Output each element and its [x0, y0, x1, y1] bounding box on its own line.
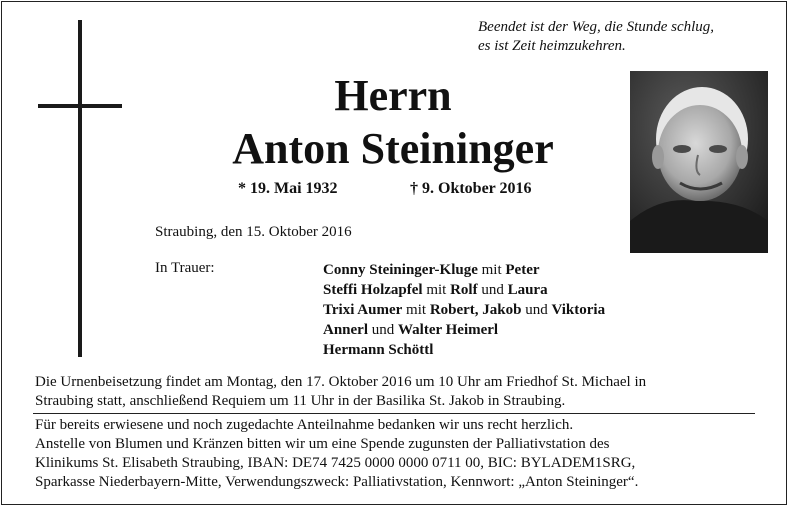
mourner-connector: mit	[477, 262, 506, 278]
mourner-line	[323, 320, 605, 340]
mourner-line	[323, 280, 605, 300]
mourner-name: Annerl	[323, 322, 368, 338]
mourner-name: Hermann Schöttl	[323, 342, 434, 358]
mourner-connector: und	[368, 322, 398, 338]
mourner-name: Peter	[505, 262, 540, 278]
mourner-connector: und	[521, 302, 552, 318]
mourner-line	[323, 300, 605, 320]
thanks-notice-line-4: Sparkasse Niederbayern-Mitte, Verwendungszweck: Palliativstation, Kennwort: „Anton Steininger“.	[35, 474, 639, 490]
deceased-name-text: Anton Steininger	[232, 124, 554, 173]
mourners-list	[323, 260, 605, 360]
portrait-icon	[630, 71, 768, 253]
mourner-name: Robert, Jakob	[429, 302, 522, 318]
cross-icon-vertical	[78, 20, 82, 357]
mourner-connector: mit	[422, 282, 451, 298]
mourner-connector: mit	[402, 302, 430, 318]
portrait-photo	[630, 71, 768, 253]
birth-date: * 19. Mai 1932	[238, 180, 338, 197]
place-date: Straubing, den 15. Oktober 2016	[155, 224, 352, 240]
motto	[478, 18, 714, 56]
mourner-line	[323, 260, 605, 280]
mourner-name: Laura	[507, 282, 548, 298]
mourner-name: Conny Steininger-Kluge	[323, 262, 478, 278]
mourner-name: Viktoria	[551, 302, 606, 318]
mourner-name: Steffi Holzapfel	[323, 282, 423, 298]
thanks-notice-line-3: Klinikums St. Elisabeth Straubing, IBAN: DE74 7425 0000 0000 0711 00, BIC: BYLADEM1SRG,	[35, 455, 636, 471]
mourner-connector: und	[477, 282, 508, 298]
thanks-notice-line-1: Für bereits erwiesene und noch zugedachte Anteilnahme bedanken wir uns recht herzlich.	[35, 417, 574, 433]
mourning-label: In Trauer:	[155, 260, 215, 276]
funeral-notice-line-1: Die Urnenbeisetzung findet am Montag, den 17. Oktober 2016 um 10 Uhr am Friedhof St. Michael in	[35, 374, 647, 390]
funeral-notice-line-2: Straubing statt, anschließend Requiem um 11 Uhr in der Basilika St. Jakob in Straubing.	[35, 393, 566, 409]
motto-line-1: Beendet ist der Weg, die Stunde schlug,	[478, 19, 715, 35]
death-date: † 9. Oktober 2016	[410, 180, 532, 197]
motto-line-2: es ist Zeit heimzukehren.	[478, 38, 626, 54]
divider	[33, 413, 755, 414]
honorific-text: Herrn	[334, 71, 452, 120]
mourner-name: Rolf	[450, 282, 478, 298]
mourner-name: Trixi Aumer	[323, 302, 403, 318]
thanks-notice-line-2: Anstelle von Blumen und Kränzen bitten wir um eine Spende zugunsten der Palliativstation des	[35, 436, 610, 452]
mourner-line	[323, 340, 605, 360]
funeral-notice	[35, 373, 646, 411]
mourner-name: Walter Heimerl	[398, 322, 499, 338]
thanks-notice	[35, 416, 638, 492]
